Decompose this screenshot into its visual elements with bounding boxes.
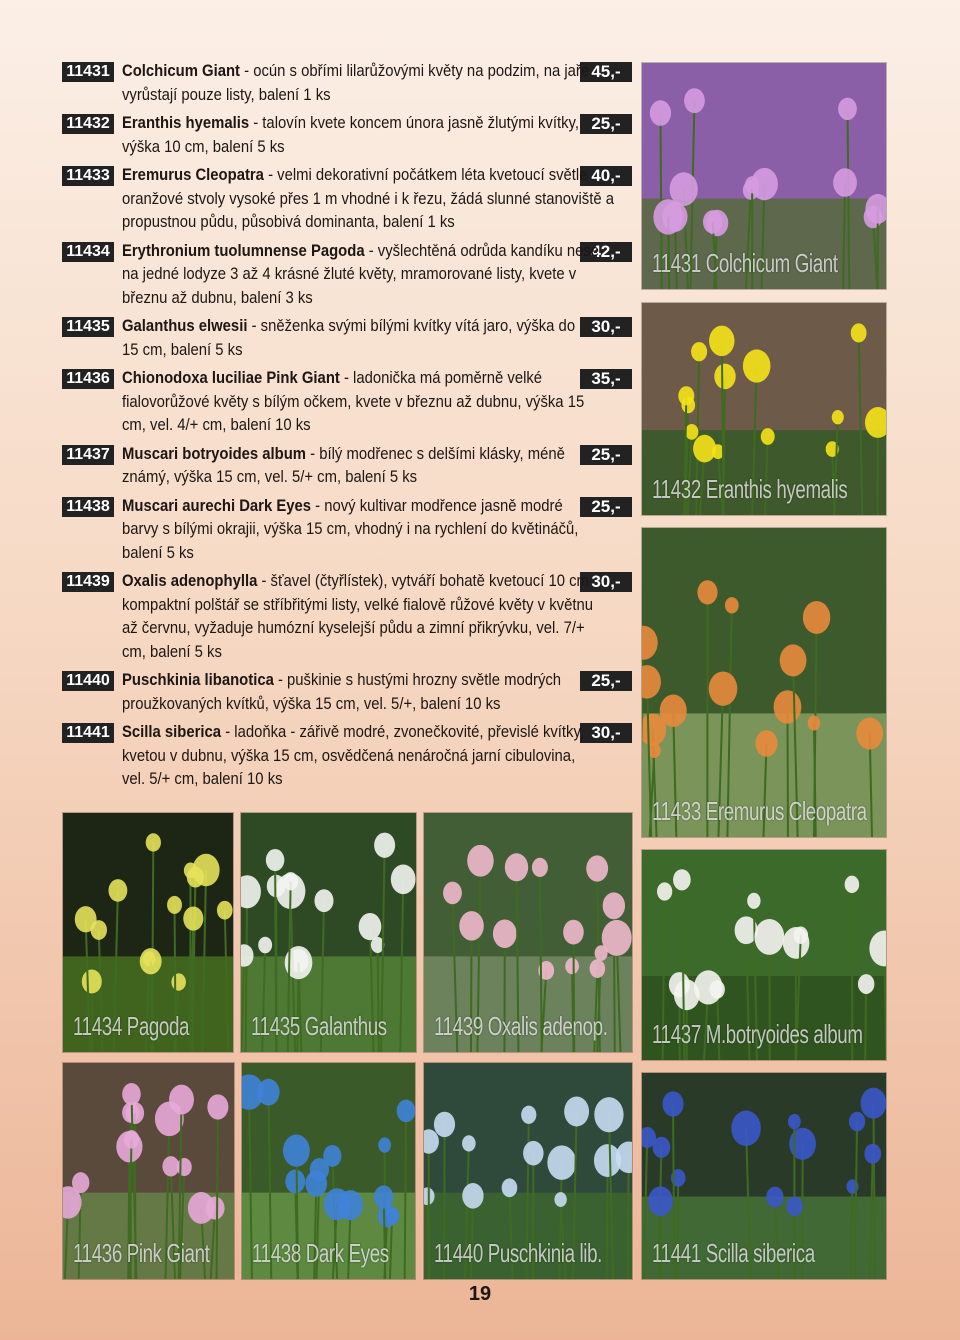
product-price: 25,- [580,445,632,465]
catalog-list [62,60,632,797]
photo-oxalis [423,812,633,1053]
page-number: 19 [468,1283,492,1305]
product-description: - talovín kvete koncem února jasně žlutými kvítky, výška 10 cm, balení 5 ks [122,114,579,156]
product-description: - šťavel (čtyřlístek), vytváří bohatě kvetoucí 10 cm kompaktní polštář se stříbřitými listy, velké fialově růžové květy v květnu až červnu, vyžaduje humózní kyselejší půdu a zimní přikrývku, vel. 7/+ cm, balení 5 ks [122,572,593,661]
product-price: 42,- [580,242,632,262]
product-code: 11438 [62,497,114,517]
product-name: Eremurus Cleopatra [122,166,264,184]
product-code: 11433 [62,166,114,186]
product-name: Eranthis hyemalis [122,114,250,132]
product-description: - bílý modřenec s delšími klásky, méně známý, výška 15 cm, vel. 5/+ cm, balení 5 ks [122,444,565,486]
catalog-entry-11438 [62,495,632,566]
photo-puschkinia [423,1062,633,1280]
product-description: - puškinie s hustými hrozny světle modrých proužkovaných kvítků, výška 15 cm, vel. 5/+, balení 10 ks [122,671,562,713]
product-code: 11434 [62,242,114,262]
catalog-entry-11432 [62,112,632,159]
product-description: - ladonička má poměrně velké fialovorůžové květy s bílým očkem, kvete v březnu až dubnu, výška 15 cm, vel. 4/+ cm, balení 10 ks [122,369,585,434]
product-name: Scilla siberica [122,723,222,741]
catalog-entry-11434 [62,240,632,311]
product-price: 30,- [580,723,632,743]
photo-caption: 11435 Galanthus [251,1011,387,1041]
product-code: 11437 [62,445,114,465]
catalog-entry-11440 [62,669,632,716]
photo-caption: 11437 M.botryoides album [652,1019,863,1049]
product-price: 30,- [580,317,632,337]
product-description: - ocún s obřími lilarůžovými květy na podzim, na jaře vyrůstají pouze listy, balení 1 ks [122,62,590,104]
catalog-entry-11436 [62,367,632,438]
product-name: Muscari botryoides album [122,444,307,463]
product-description: - nový kultivar modřence jasně modré barvy s bílými okrajii, výška 15 cm, vhodný i na rychlení do květináčů, balení 5 ks [122,496,579,562]
product-name: Colchicum Giant [122,62,240,80]
photo-eremurus [641,527,887,838]
photo-caption: 11434 Pagoda [73,1011,190,1041]
product-code: 11431 [62,62,114,82]
product-name: Erythronium tuolumnense Pagoda [122,241,365,260]
product-price: 35,- [580,369,632,389]
product-price: 30,- [580,572,632,592]
product-name: Oxalis adenophylla [122,572,258,590]
catalog-entry-11437 [62,443,632,490]
product-name: Puschkinia libanotica [122,671,274,689]
product-price: 40,- [580,166,632,186]
photo-eranthis [641,302,887,516]
product-code: 11436 [62,369,114,389]
product-code: 11439 [62,572,114,592]
product-code: 11440 [62,671,114,691]
catalog-entry-11439 [62,570,632,664]
product-name: Galanthus elwesii [122,317,248,335]
catalog-entry-11435 [62,315,632,362]
photo-caption: 11431 Colchicum Giant [652,248,838,278]
photo-muscari-dark-eyes [241,1062,416,1280]
photo-caption: 11433 Eremurus Cleopatra [652,796,867,826]
catalog-entry-11433 [62,164,632,235]
photo-caption: 11438 Dark Eyes [252,1238,389,1268]
photo-caption: 11440 Puschkinia lib. [434,1238,602,1268]
photo-scilla [641,1072,887,1280]
photo-caption: 11432 Eranthis hyemalis [652,474,848,504]
product-name: Chionodoxa luciliae Pink Giant [122,369,340,387]
photo-colchicum [641,62,887,290]
photo-erythronium [62,812,234,1053]
product-description: - ladoňka - zářivě modré, zvonečkovité, převislé kvítky, kvetou v dubnu, výška 15 cm, osvědčená nenáročná jarní cibulovina, vel. 5/+ cm, balení 10 ks [122,723,584,788]
photo-caption: 11436 Pink Giant [73,1238,210,1268]
product-description: - vyšlechtěná odrůda kandíku nese na jedné lodyze 3 až 4 krásné žluté květy, mramorované listy, kvete v březnu až dubnu, balení 3 ks [122,241,600,307]
photo-muscari-album [641,849,887,1061]
flower-photo-illustration [642,528,886,837]
photo-chionodoxa [62,1062,235,1280]
catalog-entry-11431 [62,60,632,107]
product-price: 25,- [580,671,632,691]
product-price: 25,- [580,497,632,517]
photo-galanthus [240,812,417,1053]
product-description: - sněženka svými bílými kvítky vítá jaro, výška do 15 cm, balení 5 ks [122,317,576,359]
product-code: 11432 [62,114,114,134]
catalog-entry-11441 [62,721,632,792]
product-code: 11435 [62,317,114,337]
photo-caption: 11439 Oxalis adenop. [434,1011,608,1041]
product-name: Muscari aurechi Dark Eyes [122,496,312,515]
photo-caption: 11441 Scilla siberica [652,1238,815,1268]
product-description: - velmi dekorativní počátkem léta kvetoucí světle oranžové stvoly vysoké přes 1 m vhodné i k řezu, žádá slunné stanoviště a propustnou půdu, působivá dominanta, balení 1 ks [122,166,614,231]
product-price: 25,- [580,114,632,134]
product-code: 11441 [62,723,114,743]
product-price: 45,- [580,62,632,82]
